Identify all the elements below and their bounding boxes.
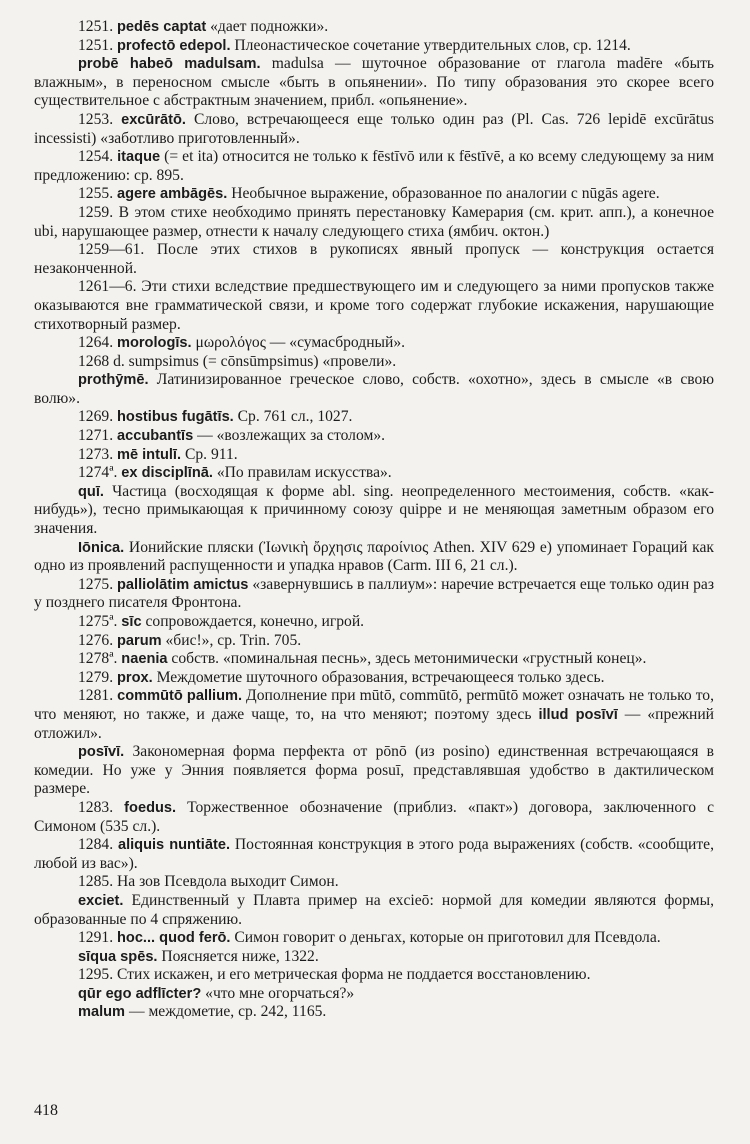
commentary-entry: malum — междометие, ср. 242, 1165. — [78, 1003, 327, 1021]
commentary-entry: 1273. mē intulī. Ср. 911. — [78, 445, 238, 463]
commentary-entry: 1291. hoc... quod ferō. Симон говорит о деньгах, которые он приготовил для Псевдола. — [78, 929, 661, 947]
commentary-entry: exciet. Единственный у Плавта пример на excieō: нормой для комедии являются формы, образованные по 4 спряжению. — [34, 891, 714, 928]
commentary-entry: qūr ego adflīcter? «что мне огорчаться?» — [78, 984, 355, 1002]
commentary-entry: prothȳmē. Латинизированное греческое слово, собств. «охотно», здесь в смысле «в свою волю». — [34, 371, 714, 407]
commentary-entry: 1279. prox. Междометие шуточного образования, встречающееся только здесь. — [78, 668, 605, 686]
commentary-entry: 1284. aliquis nuntiāte. Постоянная конструкция в этого рода выражениях (собств. «сообщите, любой из вас»). — [34, 836, 714, 872]
commentary-entry: 1268 d. sumpsimus (= cōnsūmpsimus) «провели». — [78, 352, 397, 370]
commentary-entry: 1283. foedus. Торжественное обозначение (приблиз. «пакт») договора, заключенного с Симоном (535 сл.). — [34, 798, 715, 835]
commentary-entry: probē habeō madulsam. madulsa — шуточное образование от глагола madēre «быть влажным», в переносном смысле «быть в опьянении». По типу образования это скорее всего существительное с абстрактным значением, прибл. «опьянение». — [34, 55, 714, 110]
commentary-entry: 1276. parum «бис!», ср. Trin. 705. — [78, 631, 302, 649]
commentary-entry: 1253. excūrātō. Слово, встречающееся еще только один раз (Pl. Cas. 726 lepidē excūrātus incessisti) «заботливо приготовленный». — [34, 110, 714, 147]
commentary-entry: sīqua spēs. Поясняется ниже, 1322. — [78, 947, 319, 965]
commentary-entry: 1261—6. Эти стихи вследствие предшествующего им и следующего за ними пропусков также оказываются вне грамматической связи, и кроме того содержат глубокие искажения, нарушающие стихотворный размер. — [34, 278, 714, 333]
commentary-entry: 1264. morologīs. μωρολόγος — «сумасбродный». — [78, 334, 406, 352]
commentary-entry: 1251. profectō edepol. Плеонастическое сочетание утвердительных слов, ср. 1214. — [78, 36, 631, 54]
commentary-entry: 1275. palliolātim amictus «завернувшись в паллиум»: наречие встречается еще только один раз у позднего писателя Фронтона. — [34, 575, 715, 612]
page-number: 418 — [34, 1102, 58, 1119]
commentary-entry: 1259—61. После этих стихов в рукописях явный пропуск — конструкция остается незаконченной. — [34, 241, 714, 277]
commentary-entry: quī. Частица (восходящая к форме abl. sing. неопределенного местоимения, собств. «как-нибудь»), тесно примыкающая к причинному союзу quippe и не меняющая заметным образом его значения. — [34, 482, 714, 538]
commentary-entry: 1254. itaque (= et ita) относится не только к fēstīvō или к fēstīvē, а ко всему следующему за ним предложению: ср. 895. — [34, 148, 714, 184]
commentary-entry: 1274ª. ex disciplīnā. «По правилам искусства». — [78, 464, 392, 482]
commentary-entry: 1251. pedēs captat «дает подножки». — [78, 18, 329, 35]
commentary-entry: 1275ª. sīc сопровождается, конечно, игрой. — [78, 613, 365, 630]
commentary-entry: 1255. agere ambāgēs. Необычное выражение, образованное по аналогии с nūgās agere. — [78, 185, 660, 203]
commentary-entry: 1259. В этом стихе необходимо принять перестановку Камерария (см. крит. апп.), а конечное ubi, нарушающее размер, отнести к началу следующего стиха (ямбич. октон.) — [34, 203, 714, 240]
commentary-entry: Iōnica. Ионийские пляски (Ἰωνικὴ ὄρχησις παροίνιος Athen. XIV 629 e) упоминает Гораций как одно из проявлений распущенности и упадка нравов (Carm. III 6, 21 сл.). — [34, 538, 714, 575]
commentary-entry: 1278ª. naenia собств. «поминальная песнь», здесь метонимически «грустный конец». — [78, 650, 647, 668]
commentary-entry: 1281. commūtō pallium. Дополнение при mūtō, commūtō, permūtō может означать не только то, что меняют, но также, и даже чаще, то, на что меняют; поэтому здесь illud posīvī — «прежний отложил». — [34, 687, 715, 742]
commentary-entry: posīvī. Закономерная форма перфекта от pōnō (из posino) единственная встречающаяся в комедии. Но уже у Энния появляется форма posuī, представлявшая удобство в дактилическом размере. — [34, 743, 714, 798]
commentary-entry: 1271. accubantīs — «возлежащих за столом». — [78, 427, 386, 445]
commentary-body — [34, 18, 714, 1022]
commentary-entry: 1269. hostibus fugātīs. Ср. 761 сл., 1027. — [78, 408, 353, 426]
commentary-entry: 1295. Стих искажен, и его метрическая форма не поддается восстановлению. — [78, 966, 591, 984]
commentary-entry: 1285. На зов Псевдола выходит Симон. — [78, 873, 339, 891]
